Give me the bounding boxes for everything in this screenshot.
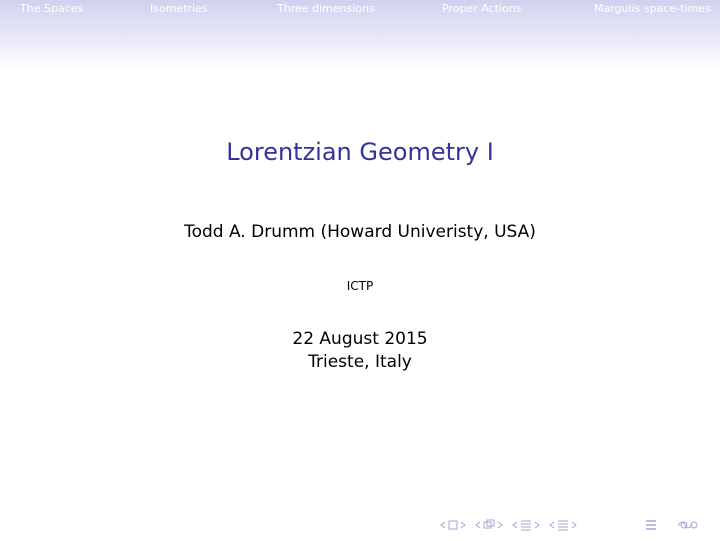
prev-section-icon[interactable] xyxy=(513,522,517,528)
section-link-proper-actions[interactable]: Proper Actions xyxy=(442,2,522,15)
next-frame-icon[interactable] xyxy=(461,522,465,528)
beamer-navigation-symbols xyxy=(436,517,706,533)
slide-author: Todd A. Drumm (Howard Univeristy, USA) xyxy=(184,222,536,242)
section-link-the-spaces[interactable]: The Spaces xyxy=(20,2,84,15)
next-document-icon[interactable] xyxy=(572,522,576,528)
slide-title: Lorentzian Geometry I xyxy=(226,138,494,166)
search-icon[interactable] xyxy=(678,522,697,528)
next-subsection-icon[interactable] xyxy=(498,522,502,528)
frame-icon[interactable] xyxy=(449,521,457,529)
subsection-icon[interactable] xyxy=(484,520,494,528)
next-section-icon[interactable] xyxy=(535,522,539,528)
document-icon[interactable] xyxy=(558,521,568,530)
section-icon[interactable] xyxy=(521,521,531,530)
slide-institute: ICTP xyxy=(346,279,374,293)
slide-date-block xyxy=(0,328,720,374)
prev-frame-icon[interactable] xyxy=(441,522,445,528)
prev-document-icon[interactable] xyxy=(550,522,554,528)
section-tabs xyxy=(0,2,720,20)
header-navigation-bar xyxy=(0,0,720,72)
appendix-icon[interactable] xyxy=(646,521,656,529)
section-link-isometries[interactable]: Isometries xyxy=(150,2,208,15)
prev-subsection-icon[interactable] xyxy=(476,522,480,528)
section-link-three-dimensions[interactable]: Three dimensions xyxy=(277,2,375,15)
slide-date: 22 August 2015 xyxy=(292,329,428,349)
section-link-margulis-space-times[interactable]: Margulis space-times xyxy=(594,2,711,15)
slide-place: Trieste, Italy xyxy=(308,352,412,372)
